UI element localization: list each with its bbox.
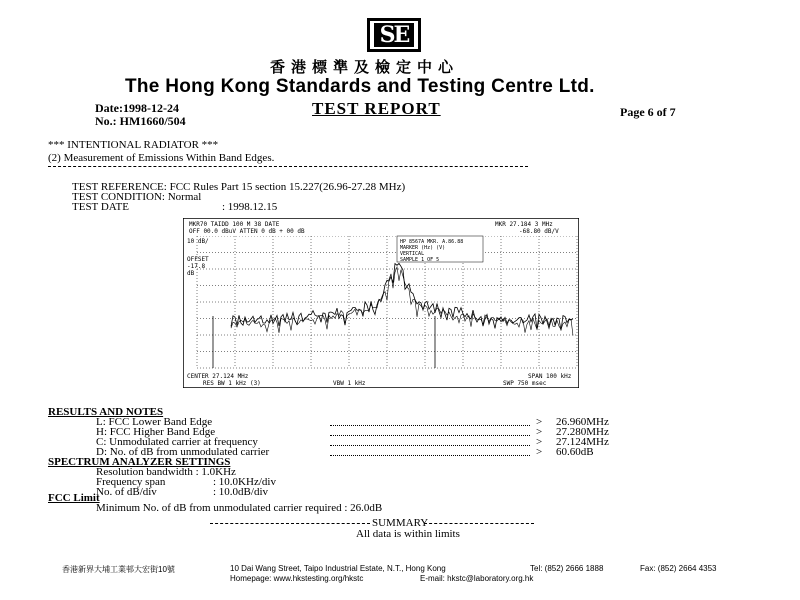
radiator-heading: *** INTENTIONAL RADIATOR *** (48, 139, 219, 151)
company-name-chinese: 香港標準及檢定中心 (270, 58, 460, 76)
test-condition: TEST CONDITION: Normal (72, 191, 202, 203)
plot-header-line1-right: MKR 27.184 3 MHz (495, 221, 553, 228)
span-label: SPAN 100 kHz (528, 373, 572, 380)
result-leader (330, 455, 530, 456)
section-divider (48, 166, 528, 167)
result-leader (330, 435, 530, 436)
footer-homepage: Homepage: www.hkstesting.org/hkstc (230, 574, 364, 583)
measurement-heading: (2) Measurement of Emissions Within Band Edges. (48, 152, 275, 164)
marker-note-1: HP 8567A MKR. A.86.88 (400, 239, 464, 245)
result-leader (330, 445, 530, 446)
report-number: No.: HM1660/504 (95, 114, 186, 128)
test-reference: TEST REFERENCE: FCC Rules Part 15 section 15.227(26.96-27.28 MHz) (72, 181, 406, 193)
offset-unit: dB (187, 270, 195, 277)
report-date: Date:1998-12-24 (95, 101, 179, 115)
summary-rule-left (210, 523, 370, 524)
marker-note-2: MARKER (Hz) (V) (400, 245, 446, 251)
company-name-english: The Hong Kong Standards and Testing Centre Ltd. (125, 76, 595, 97)
footer-email: E-mail: hkstc@laboratory.org.hk (420, 574, 534, 583)
result-arrow: > (536, 426, 543, 438)
marker-note-4: SAMPLE 1 OF 5 (400, 257, 440, 263)
result-value: 26.960MHz (556, 416, 609, 428)
result-value: 60.60dB (556, 446, 594, 458)
analyzer-span-value: : 10.0KHz/div (213, 476, 276, 488)
result-arrow: > (536, 446, 543, 458)
plot-header-line2-right: -68.80 dB/V (519, 228, 559, 235)
center-frequency: CENTER 27.124 MHz (187, 373, 249, 380)
marker-note-3: VERTICAL (400, 251, 425, 257)
fcc-limit-heading: FCC Limit (48, 492, 100, 504)
company-logo: SE (367, 18, 421, 52)
ref-scale-label: 10 dB/ (187, 238, 209, 245)
analyzer-span-label: Frequency span (96, 476, 166, 488)
footer-tel: Tel: (852) 2666 1888 (530, 564, 604, 573)
res-bw-label: RES BW 1 kHz (3) (203, 380, 261, 387)
report-title: TEST REPORT (312, 99, 441, 118)
result-label: C: Unmodulated carrier at frequency (96, 436, 258, 448)
result-value: 27.124MHz (556, 436, 609, 448)
footer-address: 10 Dai Wang Street, Taipo Industrial Estate, N.T., Hong Kong (230, 564, 446, 573)
summary-label: SUMMARY (372, 517, 429, 529)
result-label: D: No. of dB from unmodulated carrier (96, 446, 270, 458)
analyzer-rbw: Resolution bandwidth : 1.0KHz (96, 466, 236, 478)
offset-label: OFFSET (187, 256, 209, 263)
offset-value: -17.8 (187, 263, 206, 270)
spectrum-plot (183, 218, 579, 388)
footer-address-chinese: 香港新界大埔工業邨大宏街10號 (62, 565, 175, 574)
result-arrow: > (536, 416, 543, 428)
result-label: H: FCC Higher Band Edge (96, 426, 216, 438)
analyzer-div-label: No. of dB/div (96, 486, 157, 498)
test-date-value: : 1998.12.15 (222, 201, 278, 213)
sweep-label: SWP 750 msec (503, 380, 547, 387)
plot-header-line2: OFF 00.0 dBuV ATTEN 0 dB + 00 dB (189, 228, 305, 235)
summary-text: All data is within limits (356, 528, 460, 540)
vbw-label: VBW 1 kHz (333, 380, 366, 387)
result-leader (330, 425, 530, 426)
result-label: L: FCC Lower Band Edge (96, 416, 213, 428)
analyzer-div-value: : 10.0dB/div (213, 486, 269, 498)
results-heading: RESULTS AND NOTES (48, 406, 164, 418)
plot-header-line1: MKR70 TAIDD 100 M 38 DATE (189, 221, 280, 228)
result-arrow: > (536, 436, 543, 448)
footer-fax: Fax: (852) 2664 4353 (640, 564, 717, 573)
test-date-label: TEST DATE (72, 201, 129, 213)
analyzer-heading: SPECTRUM ANALYZER SETTINGS (48, 456, 231, 468)
page-number: Page 6 of 7 (620, 105, 676, 119)
spectrum-plot-svg (183, 218, 579, 388)
fcc-limit-text: Minimum No. of dB from unmodulated carrier required : 26.0dB (96, 502, 383, 514)
summary-rule-right (424, 523, 534, 524)
result-value: 27.280MHz (556, 426, 609, 438)
